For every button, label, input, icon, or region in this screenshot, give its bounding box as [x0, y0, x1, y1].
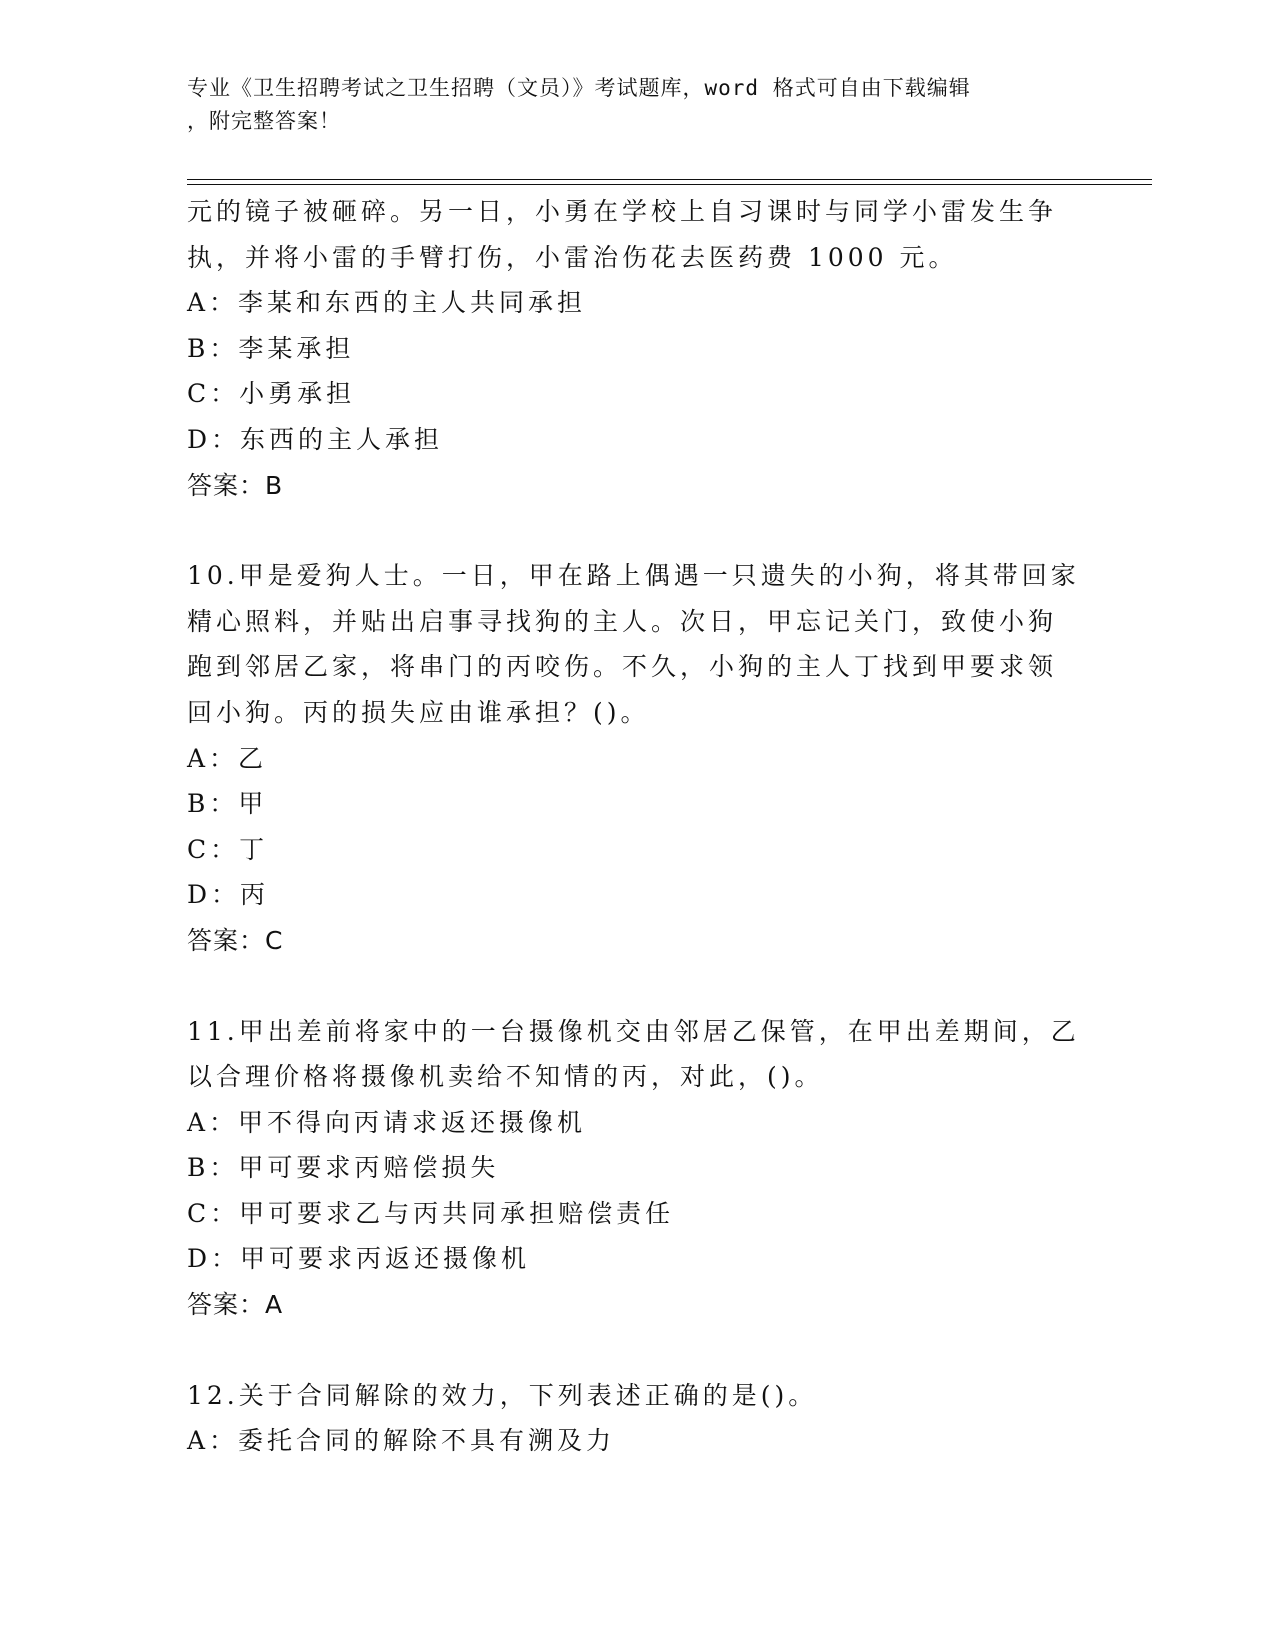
question-stem: 12.关于合同解除的效力，下列表述正确的是()。 — [187, 1380, 818, 1410]
option-a: A：乙 — [187, 743, 268, 773]
spacer — [187, 508, 1087, 553]
header-line-2: ，附完整答案！ — [187, 109, 341, 133]
option-b: B：李某承担 — [187, 333, 355, 363]
question-9 — [187, 189, 1087, 508]
answer: 答案：A — [187, 1290, 284, 1320]
question-stem: 元的镜子被砸碎。另一日，小勇在学校上自习课时与同学小雷发生争 — [187, 197, 1058, 226]
question-12 — [187, 1373, 1087, 1464]
option-c: C：丁 — [187, 834, 269, 864]
option-a: A：李某和东西的主人共同承担 — [187, 288, 587, 318]
option-b: B：甲 — [187, 789, 268, 819]
option-c: C：小勇承担 — [187, 379, 356, 409]
question-stem: 以合理价格将摄像机卖给不知情的丙，对此，()。 — [187, 1062, 824, 1092]
option-a: A：甲不得向丙请求返还摄像机 — [187, 1107, 587, 1137]
question-stem: 10.甲是爱狗人士。一日，甲在路上偶遇一只遗失的小狗，将其带回家 — [187, 561, 1080, 591]
question-stem: 精心照料，并贴出启事寻找狗的主人。次日，甲忘记关门，致使小狗 — [187, 606, 1058, 636]
option-c: C：甲可要求乙与丙共同承担赔偿责任 — [187, 1198, 675, 1228]
option-d: D：甲可要求丙返还摄像机 — [187, 1244, 531, 1274]
question-11 — [187, 1009, 1087, 1328]
question-10 — [187, 553, 1087, 963]
option-b: B：甲可要求丙赔偿损失 — [187, 1153, 500, 1183]
spacer — [187, 1328, 1087, 1373]
question-stem: 回小狗。丙的损失应由谁承担？()。 — [187, 697, 650, 727]
question-stem: 11.甲出差前将家中的一台摄像机交由邻居乙保管，在甲出差期间，乙 — [187, 1016, 1080, 1046]
option-d: D：东西的主人承担 — [187, 424, 444, 454]
answer: 答案：B — [187, 470, 284, 500]
document-header — [187, 72, 1067, 138]
spacer — [187, 964, 1087, 1009]
option-d: D：丙 — [187, 880, 270, 910]
answer: 答案：C — [187, 925, 284, 955]
header-divider-bottom — [187, 184, 1152, 185]
header-line-1: 专业《卫生招聘考试之卫生招聘（文员）》考试题库，word 格式可自由下载编辑 — [187, 76, 971, 100]
option-a: A：委托合同的解除不具有溯及力 — [187, 1426, 616, 1456]
question-stem: 执，并将小雷的手臂打伤，小雷治伤花去医药费 1000 元。 — [187, 242, 958, 272]
question-list — [187, 189, 1087, 1464]
question-stem: 跑到邻居乙家，将串门的丙咬伤。不久，小狗的主人丁找到甲要求领 — [187, 652, 1058, 682]
header-divider-top — [187, 179, 1152, 180]
